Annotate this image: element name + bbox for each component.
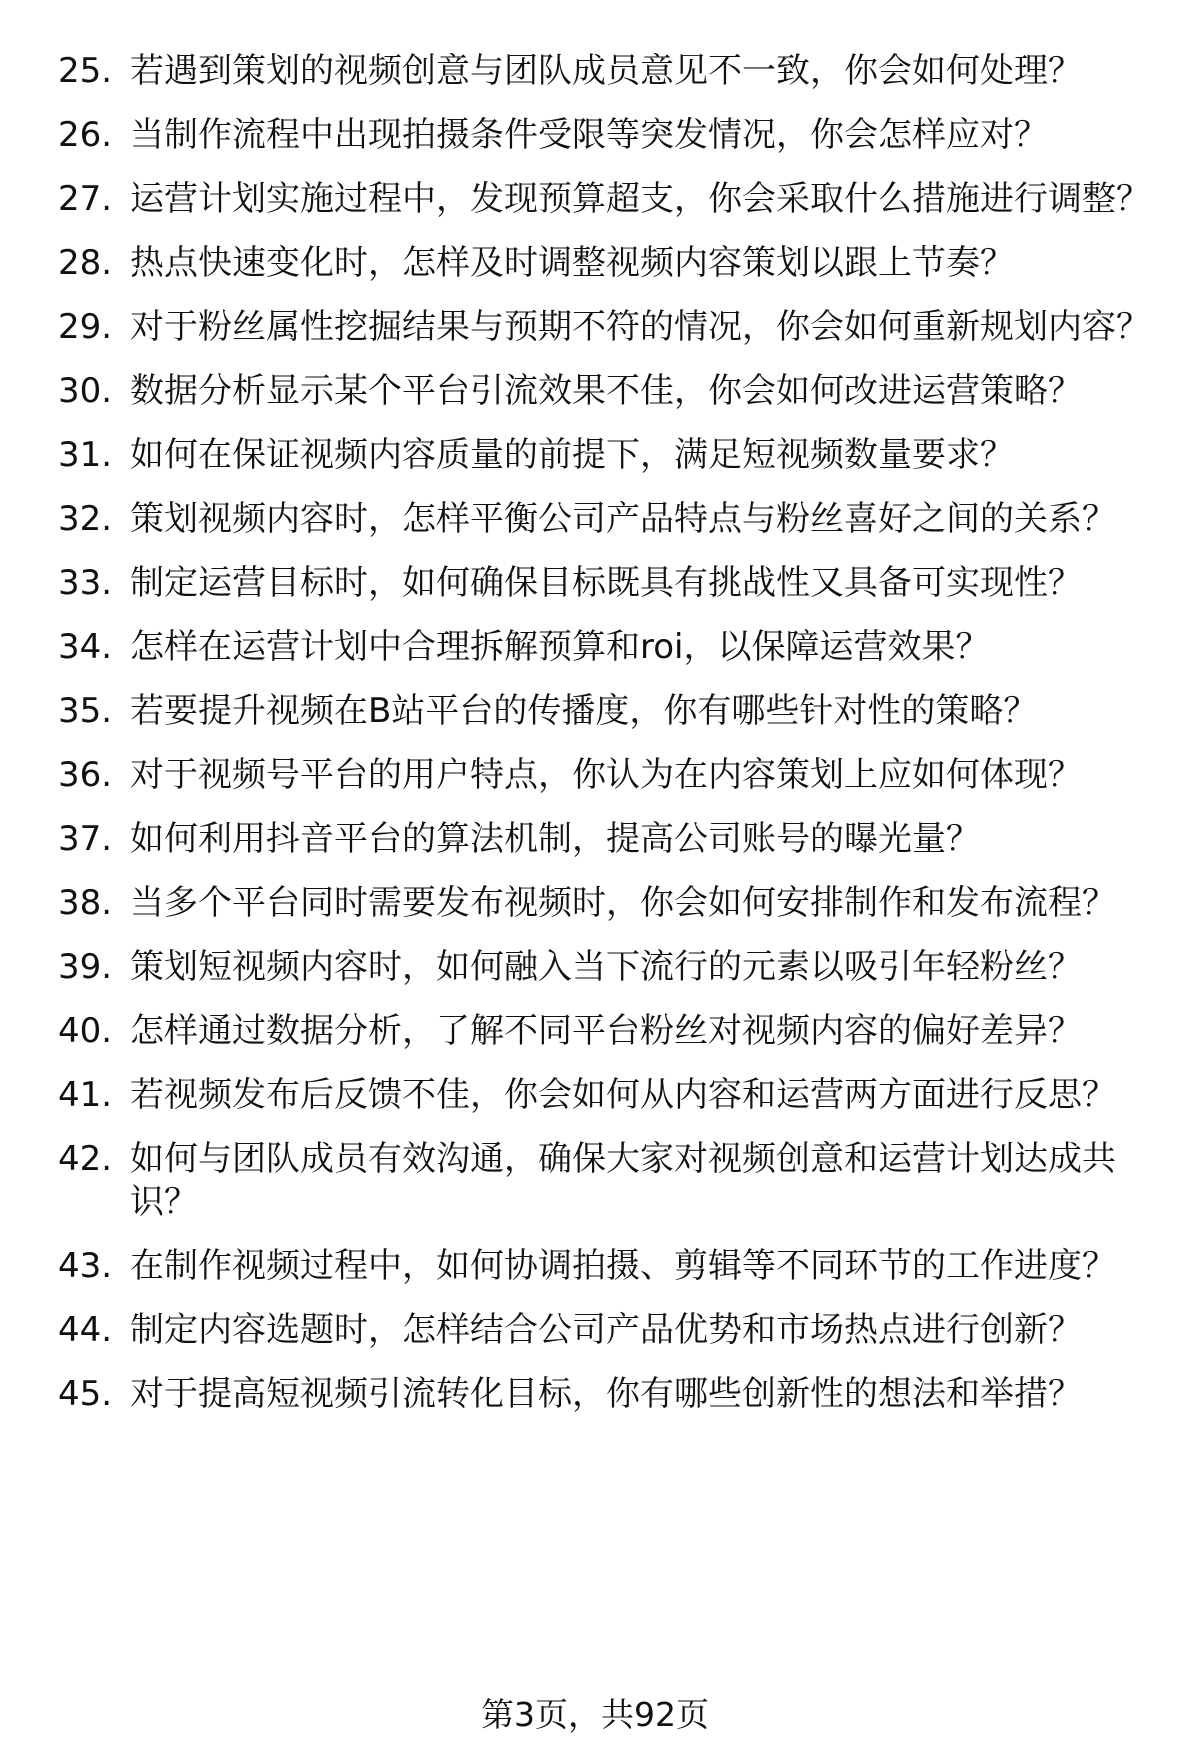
question-text: 对于粉丝属性挖掘结果与预期不符的情况，你会如何重新规划内容？ bbox=[130, 307, 1150, 347]
question-text: 数据分析显示某个平台引流效果不佳，你会如何改进运营策略？ bbox=[130, 371, 1082, 411]
question-text: 在制作视频过程中，如何协调拍摄、剪辑等不同环节的工作进度？ bbox=[130, 1246, 1116, 1286]
question-item bbox=[0, 1309, 1190, 1352]
question-number: 41. bbox=[58, 1075, 113, 1115]
question-text: 怎样通过数据分析，了解不同平台粉丝对视频内容的偏好差异？ bbox=[130, 1011, 1082, 1051]
question-number: 40. bbox=[58, 1011, 113, 1051]
question-item bbox=[0, 626, 1190, 669]
question-item bbox=[0, 434, 1190, 477]
question-number: 28. bbox=[58, 243, 113, 283]
question-text: 对于视频号平台的用户特点，你认为在内容策划上应如何体现？ bbox=[130, 755, 1082, 795]
question-item bbox=[0, 1074, 1190, 1117]
question-number: 37. bbox=[58, 819, 113, 859]
question-item bbox=[0, 690, 1190, 733]
question-item bbox=[0, 1373, 1190, 1416]
question-text: 当多个平台同时需要发布视频时，你会如何安排制作和发布流程？ bbox=[130, 883, 1116, 923]
question-text: 如何在保证视频内容质量的前提下，满足短视频数量要求？ bbox=[130, 435, 1014, 475]
question-text: 制定运营目标时，如何确保目标既具有挑战性又具备可实现性？ bbox=[130, 563, 1082, 603]
question-item bbox=[0, 562, 1190, 605]
question-number: 27. bbox=[58, 179, 113, 219]
question-text: 热点快速变化时，怎样及时调整视频内容策划以跟上节奏？ bbox=[130, 243, 1014, 283]
question-item bbox=[0, 242, 1190, 285]
question-number: 44. bbox=[58, 1310, 113, 1350]
question-number: 25. bbox=[58, 51, 113, 91]
question-text: 若要提升视频在B站平台的传播度，你有哪些针对性的策略？ bbox=[130, 691, 1038, 731]
question-item bbox=[0, 114, 1190, 157]
question-text: 制定内容选题时，怎样结合公司产品优势和市场热点进行创新？ bbox=[130, 1310, 1082, 1350]
question-number: 42. bbox=[58, 1139, 113, 1179]
question-number: 38. bbox=[58, 883, 113, 923]
question-number: 29. bbox=[58, 307, 113, 347]
question-number: 35. bbox=[58, 691, 113, 731]
question-number: 30. bbox=[58, 371, 113, 411]
question-text: 运营计划实施过程中，发现预算超支，你会采取什么措施进行调整？ bbox=[130, 179, 1150, 219]
question-item bbox=[0, 818, 1190, 861]
question-number: 32. bbox=[58, 499, 113, 539]
question-item bbox=[0, 882, 1190, 925]
question-number: 36. bbox=[58, 755, 113, 795]
question-text: 若视频发布后反馈不佳，你会如何从内容和运营两方面进行反思？ bbox=[130, 1075, 1116, 1115]
question-item bbox=[0, 178, 1190, 221]
question-number: 31. bbox=[58, 435, 113, 475]
question-item bbox=[0, 754, 1190, 797]
question-text: 如何利用抖音平台的算法机制，提高公司账号的曝光量？ bbox=[130, 819, 980, 859]
question-text: 怎样在运营计划中合理拆解预算和roi，以保障运营效果？ bbox=[130, 627, 990, 667]
question-number: 26. bbox=[58, 115, 113, 155]
page-footer: 第3页，共92页 bbox=[481, 1695, 709, 1734]
question-text: 对于提高短视频引流转化目标，你有哪些创新性的想法和举措？ bbox=[130, 1374, 1082, 1414]
question-item bbox=[0, 946, 1190, 989]
question-text: 若遇到策划的视频创意与团队成员意见不一致，你会如何处理？ bbox=[130, 51, 1082, 91]
question-list bbox=[0, 50, 1190, 1437]
question-text: 如何与团队成员有效沟通，确保大家对视频创意和运营计划达成共识？ bbox=[130, 1139, 1116, 1222]
question-text: 策划短视频内容时，如何融入当下流行的元素以吸引年轻粉丝？ bbox=[130, 947, 1082, 987]
question-number: 34. bbox=[58, 627, 113, 667]
question-item bbox=[0, 50, 1190, 93]
question-item bbox=[0, 370, 1190, 413]
question-number: 45. bbox=[58, 1374, 113, 1414]
question-number: 33. bbox=[58, 563, 113, 603]
question-number: 39. bbox=[58, 947, 113, 987]
question-item bbox=[0, 498, 1190, 541]
question-item bbox=[0, 1245, 1190, 1288]
question-text: 当制作流程中出现拍摄条件受限等突发情况，你会怎样应对？ bbox=[130, 115, 1048, 155]
question-item bbox=[0, 1010, 1190, 1053]
question-item bbox=[0, 1138, 1190, 1224]
question-number: 43. bbox=[58, 1246, 113, 1286]
question-text: 策划视频内容时，怎样平衡公司产品特点与粉丝喜好之间的关系？ bbox=[130, 499, 1116, 539]
question-item bbox=[0, 306, 1190, 349]
